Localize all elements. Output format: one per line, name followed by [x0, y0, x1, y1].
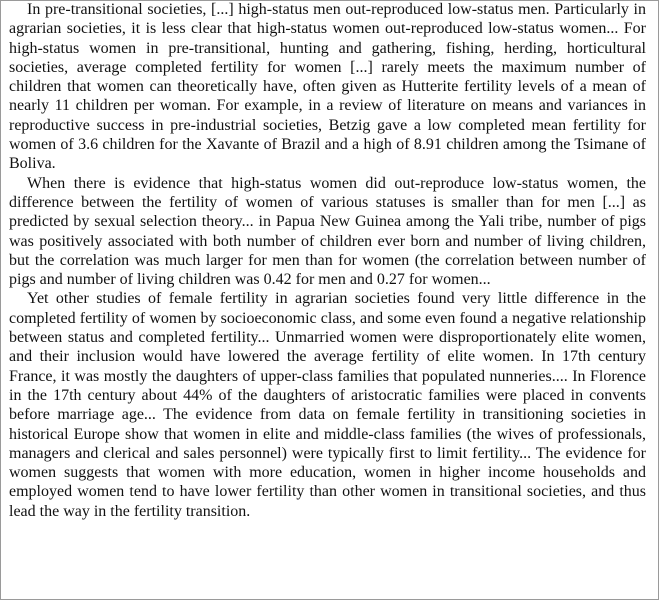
paragraph-3: Yet other studies of female fertility in agrarian societies found very little difference in the completed fertility of women by socioeconomic class, and some even found a negative relationship between status and completed fertility... Unmarried women were disproportionately elite women, and their inclusion would have lowered the average fertility of elite women. In 17th century France, it was mostly the daughters of upper-class families that populated nunneries.... In Florence in the 17th century about 44% of the daughters of aristocratic families were placed in convents before marriage age... The evidence from data on female fertility in transitioning societies in historical Europe show that women in elite and middle-class families (the wives of professionals, managers and clerical and sales personnel) were typically first to limit fertility... The evidence for women suggests that women with more education, women in higher income households and employed women tend to have lower fertility than other women in transitional societies, and thus lead the way in the fertility transition. [9, 290, 646, 520]
paragraph-1: In pre-transitional societies, [...] high-status men out-reproduced low-status men. Particularly in agrarian societies, it is less clear that high-status women out-reproduced low-status women... For high-status women in pre-transitional, hunting and gathering, fishing, herding, horticultural societies, average completed fertility for women [...] rarely meets the maximum number of children that women can theoretically have, often given as Hutterite fertility levels of a mean of nearly 11 children per woman. For example, in a review of literature on means and variances in reproductive success in pre-industrial societies, Betzig gave a low completed mean fertility for women of 3.6 children for the Xavante of Brazil and a high of 8.91 children among the Tsimane of Boliva. [9, 1, 646, 173]
paragraph-2: When there is evidence that high-status women did out-reproduce low-status women, the difference between the fertility of women of various statuses is smaller than for men [...] as predicted by sexual selection theory... in Papua New Guinea among the Yali tribe, number of pigs was positively associated with both number of children ever born and number of living children, but the correlation was much larger for men than for women (the correlation between number of pigs and number of living children was 0.42 for men and 0.27 for women... [9, 174, 646, 289]
document-body [1, 0, 658, 521]
